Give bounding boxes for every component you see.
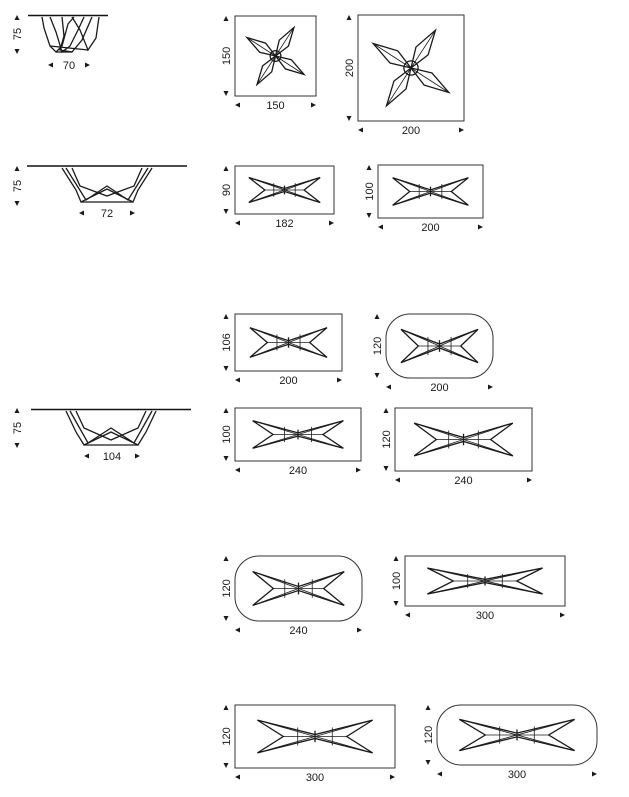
width-label: 70 <box>62 60 76 72</box>
width-dimension <box>84 451 140 463</box>
depth-label: 90 <box>221 183 233 197</box>
width-dimension <box>437 769 597 781</box>
depth-dimension <box>364 165 376 218</box>
depth-dimension <box>221 314 233 371</box>
depth-label: 120 <box>221 579 233 598</box>
side-view-1 <box>12 15 108 72</box>
width-label: 200 <box>401 125 421 137</box>
depth-dimension <box>423 705 435 765</box>
plan-view-rect-182x90 <box>221 166 334 230</box>
plan-view-rect-200x100 <box>364 165 483 234</box>
width-dimension <box>235 375 342 387</box>
depth-dimension <box>221 705 233 768</box>
width-label: 200 <box>430 382 449 394</box>
depth-label: 150 <box>221 46 233 66</box>
height-label: 75 <box>12 27 24 41</box>
width-label: 240 <box>289 625 308 637</box>
width-dimension <box>235 218 334 230</box>
plan-view-rect-240x100 <box>221 408 361 477</box>
width-dimension <box>378 222 483 234</box>
height-dimension <box>12 166 24 206</box>
width-dimension <box>48 60 90 72</box>
plan-view-square-200x200 <box>344 15 464 137</box>
width-dimension <box>79 208 135 220</box>
width-dimension <box>358 125 464 137</box>
height-dimension <box>12 15 24 54</box>
depth-dimension <box>372 314 384 378</box>
height-label: 75 <box>12 179 24 193</box>
width-dimension <box>235 772 395 784</box>
depth-label: 106 <box>221 333 233 352</box>
depth-label: 100 <box>364 182 376 201</box>
depth-dimension <box>221 556 233 621</box>
width-label: 240 <box>454 475 473 487</box>
plan-view-oval-200x120 <box>372 314 493 394</box>
width-dimension <box>386 382 493 394</box>
plan-view-square-150x150 <box>221 16 316 112</box>
depth-label: 120 <box>381 430 393 449</box>
width-dimension <box>235 100 316 112</box>
width-dimension <box>405 610 565 622</box>
depth-dimension <box>221 166 233 214</box>
width-label: 300 <box>475 610 495 622</box>
plan-view-rect-300x120 <box>221 705 395 784</box>
table-side-drawing <box>27 166 187 202</box>
width-dimension <box>395 475 532 487</box>
width-label: 300 <box>305 772 325 784</box>
depth-dimension <box>221 408 233 461</box>
depth-label: 100 <box>391 571 403 591</box>
depth-label: 120 <box>423 725 435 745</box>
table-side-drawing <box>28 16 108 53</box>
width-label: 200 <box>279 375 298 387</box>
plan-view-rect-300x100 <box>391 556 565 622</box>
plan-view-oval-240x120 <box>221 556 362 637</box>
height-label: 75 <box>12 421 24 435</box>
plan-view-rect-240x120 <box>381 408 532 487</box>
depth-label: 100 <box>221 425 233 444</box>
depth-label: 200 <box>344 58 356 78</box>
table-side-drawing <box>31 410 191 446</box>
depth-label: 120 <box>372 336 384 356</box>
plan-views <box>221 15 597 784</box>
depth-dimension <box>391 556 403 606</box>
plan-view-rect-200x106 <box>221 314 342 387</box>
width-dimension <box>235 465 361 477</box>
width-label: 200 <box>421 222 440 234</box>
depth-label: 120 <box>221 727 233 746</box>
depth-dimension <box>344 15 356 121</box>
width-label: 72 <box>100 208 114 220</box>
width-label: 300 <box>507 769 527 781</box>
width-label: 240 <box>288 465 308 477</box>
plan-view-oval-300x120 <box>423 705 597 781</box>
depth-dimension <box>221 16 233 96</box>
side-view-3 <box>12 408 191 463</box>
height-dimension <box>12 408 24 448</box>
depth-dimension <box>381 408 393 471</box>
width-label: 104 <box>102 451 122 463</box>
width-label: 182 <box>275 218 294 230</box>
width-label: 150 <box>266 100 285 112</box>
width-dimension <box>235 625 362 637</box>
side-view-2 <box>12 166 187 220</box>
